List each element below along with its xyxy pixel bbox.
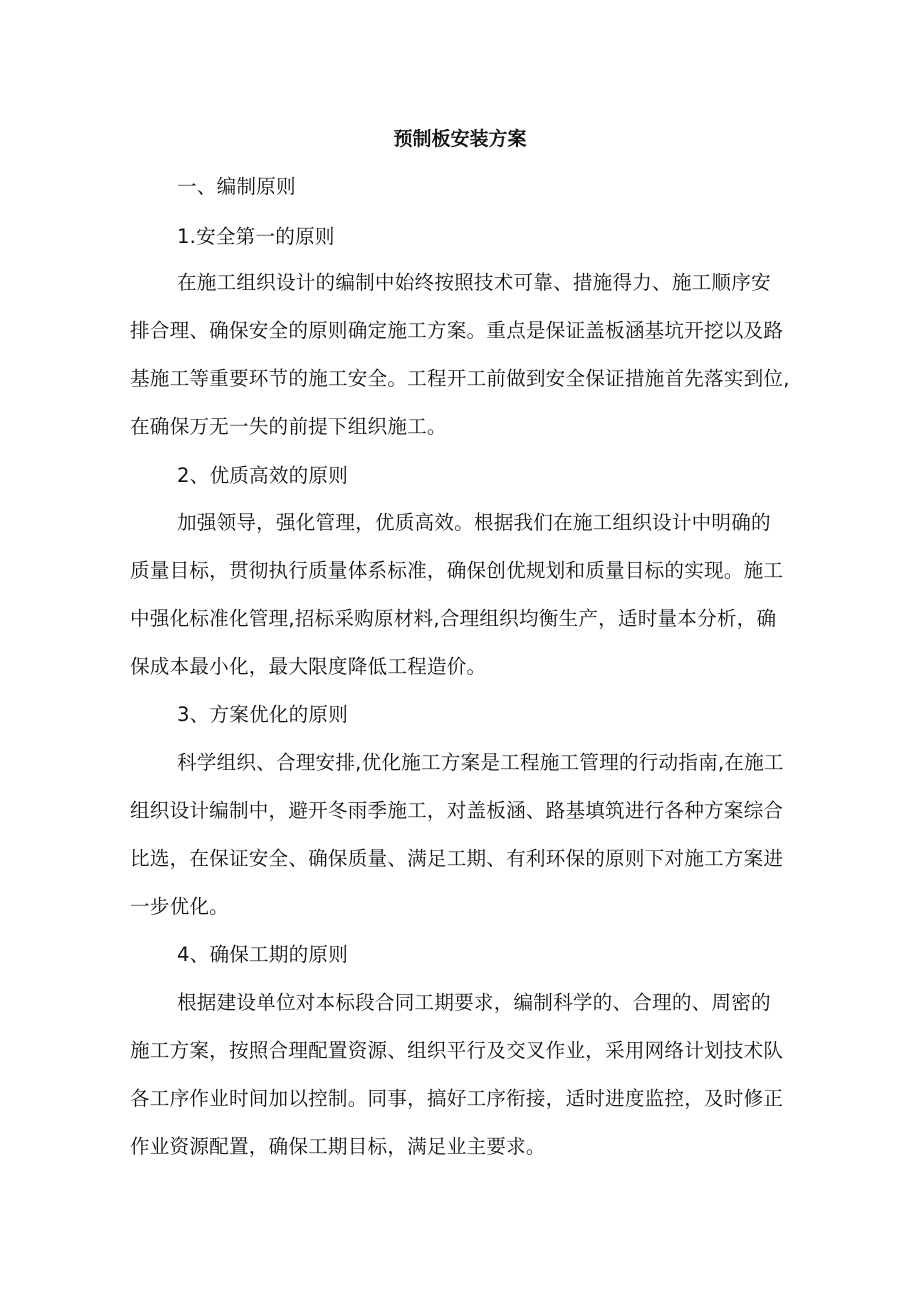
principle-2-line-4: 保成本最小化，最大限度降低工程造价。 [130,655,487,678]
principle-3-line-1: 科学组织、合理安排,优化施工方案是工程施工管理的行动指南,在施工 [177,751,784,774]
principle-4-heading: 4、确保工期的原则 [177,943,349,966]
principle-1-line-4: 在确保万无一失的前提下组织施工。 [130,415,447,438]
principle-3-line-2: 组织设计编制中，避开冬雨季施工，对盖板涵、路基填筑进行各种方案综合 [130,799,784,822]
principle-2-line-1: 加强领导，强化管理，优质高效。根据我们在施工组织设计中明确的 [177,511,771,534]
principle-2-line-2: 质量目标，贯彻执行质量体系标准，确保创优规划和质量目标的实现。施工 [130,559,784,582]
principle-3-line-3: 比选，在保证安全、确保质量、满足工期、有利环保的原则下对施工方案进 [130,847,784,870]
principle-2-heading: 2、优质高效的原则 [177,464,349,487]
principle-3-line-4: 一步优化。 [130,895,229,918]
principle-4-line-2: 施工方案，按照合理配置资源、组织平行及交叉作业，采用网络计划技术队 [130,1039,784,1062]
principle-3-heading: 3、方案优化的原则 [177,703,349,726]
principle-4-line-4: 作业资源配置，确保工期目标，满足业主要求。 [130,1135,546,1158]
document-title: 预制板安装方案 [393,128,527,150]
principle-1-line-2: 排合理、确保安全的原则确定施工方案。重点是保证盖板涵基坑开挖以及路 [130,319,784,342]
principle-1-line-3: 基施工等重要环节的施工安全。工程开工前做到安全保证措施首先落实到位, [130,367,790,390]
principle-1-line-1: 在施工组织设计的编制中始终按照技术可靠、措施得力、施工顺序安 [177,271,771,294]
principle-2-line-3: 中强化标准化管理,招标采购原材料,合理组织均衡生产，适时量本分析，确 [130,607,777,630]
principle-4-line-1: 根据建设单位对本标段合同工期要求，编制科学的、合理的、周密的 [177,991,771,1014]
principle-4-line-3: 各工序作业时间加以控制。同事，搞好工序衔接，适时进度监控，及时修正 [130,1087,784,1110]
principle-1-heading: 1.安全第一的原则 [177,225,335,248]
section-heading: 一、编制原则 [177,175,296,198]
